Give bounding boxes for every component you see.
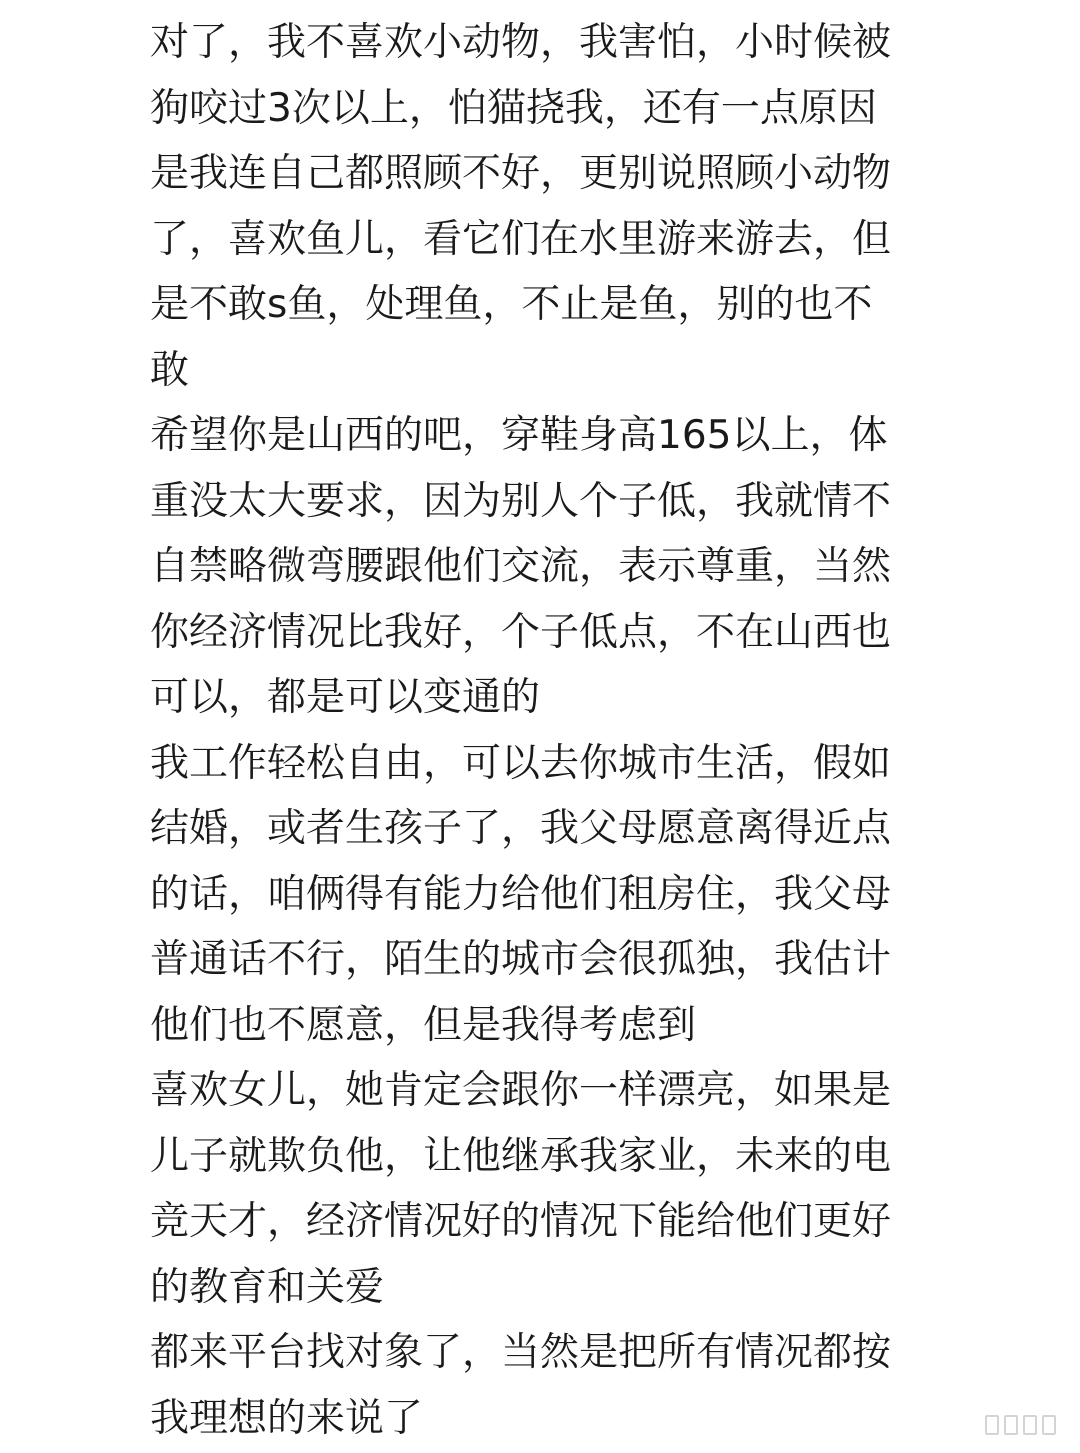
text-line: 重没太大要求，因为别人个子低，我就情不 xyxy=(150,478,892,524)
image-stack-watermark-icon xyxy=(985,1415,1056,1435)
watermark-bar-icon xyxy=(1023,1415,1037,1435)
text-line: 的教育和关爱 xyxy=(150,1264,385,1310)
text-line: 是我连自己都照顾不好，更别说照顾小动物 xyxy=(150,151,892,196)
text-line: 对了，我不喜欢小动物，我害怕，小时候被 xyxy=(150,20,892,65)
text-line: 自禁略微弯腰跟他们交流，表示尊重，当然 xyxy=(150,544,892,589)
watermark-bar-icon xyxy=(1042,1415,1056,1435)
text-line: 可以，都是可以变通的 xyxy=(150,675,541,720)
text-line: 竞天才，经济情况好的情况下能给他们更好 xyxy=(150,1199,892,1244)
text-line: 都来平台找对象了，当然是把所有情况都按 xyxy=(150,1330,892,1375)
text-line: 我理想的来说了 xyxy=(150,1395,424,1441)
text-line: 普通话不行，陌生的城市会很孤独，我估计 xyxy=(150,937,892,982)
text-line: 的话，咱俩得有能力给他们租房住，我父母 xyxy=(150,871,892,917)
watermark-bar-icon xyxy=(1004,1415,1018,1435)
text-line: 儿子就欺负他，让他继承我家业，未来的电 xyxy=(150,1133,892,1179)
text-line: 他们也不愿意，但是我得考虑到 xyxy=(150,1002,697,1048)
watermark-bar-icon xyxy=(985,1415,999,1435)
text-line: 敢 xyxy=(150,347,190,393)
text-line: 喜欢女儿，她肯定会跟你一样漂亮，如果是 xyxy=(150,1068,892,1113)
document-text xyxy=(150,10,920,1451)
text-line: 了，喜欢鱼儿，看它们在水里游来游去，但 xyxy=(150,216,892,262)
text-line: 希望你是山西的吧，穿鞋身高165以上，体 xyxy=(150,413,888,458)
text-line: 狗咬过3次以上，怕猫挠我，还有一点原因 xyxy=(150,85,877,131)
text-line: 是不敢s鱼，处理鱼，不止是鱼，别的也不 xyxy=(150,282,873,327)
text-line: 你经济情况比我好，个子低点，不在山西也 xyxy=(150,609,892,655)
text-line: 结婚，或者生孩子了，我父母愿意离得近点 xyxy=(150,806,892,851)
text-line: 我工作轻松自由，可以去你城市生活，假如 xyxy=(150,740,892,786)
